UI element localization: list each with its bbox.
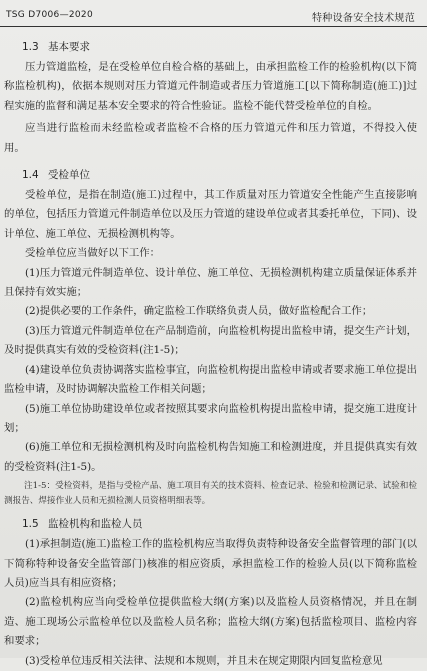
header-title: 特种设备安全技术规范 <box>312 13 415 24</box>
list-item: (3)受检单位违反相关法律、法规和本规则，并且未在规定期限内回复监检意见 <box>25 654 383 667</box>
list-item: (2)监检机构应当向受检单位提供监检大纲(方案)以及监检人员资格情况，并且在制造、施工现场公示监检单位以及监检人员名称；监检大纲(方案)包括监检项目、监检内容和要求； <box>4 596 417 648</box>
list-item: (5)施工单位协助建设单位或者按照其要求向监检机构提出监检申请，提交施工进度计划； <box>4 402 417 434</box>
paragraph: 压力管道监检，是在受检单位自检合格的基础上，由承担监检工作的检验机构(以下简称监检机构)，依据本规则对压力管道元件制造或者压力管道施工[以下简称制造(施工)]过程实施的监督和满足基本安全要求的符合性验证。监检不能代替受检单位的自检。 <box>4 61 417 112</box>
footnote: 注1-5：受检资料，是指与受检产品、施工项目有关的技术资料、检查记录、检验和检测记录、试验和检测报告、焊接作业人员和无损检测人员资格明细表等。 <box>4 481 417 507</box>
list-item: (1)压力管道元件制造单位、设计单位、施工单位、无损检测机构建立质量保证体系并且保持有效实施； <box>4 266 417 299</box>
list-item: (3)压力管道元件制造单位在产品制造前，向监检机构提出监检申请，提交生产计划，及时提供真实有效的受检资料(注1-5)； <box>4 324 417 357</box>
paragraph: 应当进行监检而未经监检或者监检不合格的压力管道元件和压力管道，不得投入使用。 <box>4 122 417 154</box>
section-heading: 1.5 监检机构和监检人员 <box>22 518 143 531</box>
list-item: (1)承担制造(施工)监检工作的监检机构应当取得负责特种设备安全监督管理的部门(以下简称特种设备安全监管部门)核准的相应资质，承担监检工作的检验人员(以下简称监检人员)应当具有相应资格； <box>4 538 417 589</box>
page-content <box>4 36 417 671</box>
paragraph: 受检单位，是指在制造(施工)过程中，其工作质量对压力管道安全性能产生直接影响的单位，包括压力管道元件制造单位以及压力管道的建设单位或者其委托单位，下同)、设计单位、施工单位、无损检测机构等。 <box>4 189 417 240</box>
section-heading: 1.4 受检单位 <box>22 169 90 182</box>
page-header <box>0 0 427 27</box>
standard-code: TSG D7006—2020 <box>6 10 93 20</box>
section-heading: 1.3 基本要求 <box>22 41 90 53</box>
list-item: (2)提供必要的工作条件，确定监检工作联络负责人员，做好监检配合工作； <box>25 305 373 318</box>
paragraph: 受检单位应当做好以下工作： <box>25 247 161 260</box>
list-item: (6)施工单位和无损检测机构及时向监检机构告知施工和检测进度，并且提供真实有效的受检资料(注1-5)。 <box>4 441 417 473</box>
list-item: (4)建设单位负责协调落实监检事宜，向监检机构提出监检申请或者要求施工单位提出监检申请，及时协调解决监检工作相关问题； <box>4 363 417 396</box>
